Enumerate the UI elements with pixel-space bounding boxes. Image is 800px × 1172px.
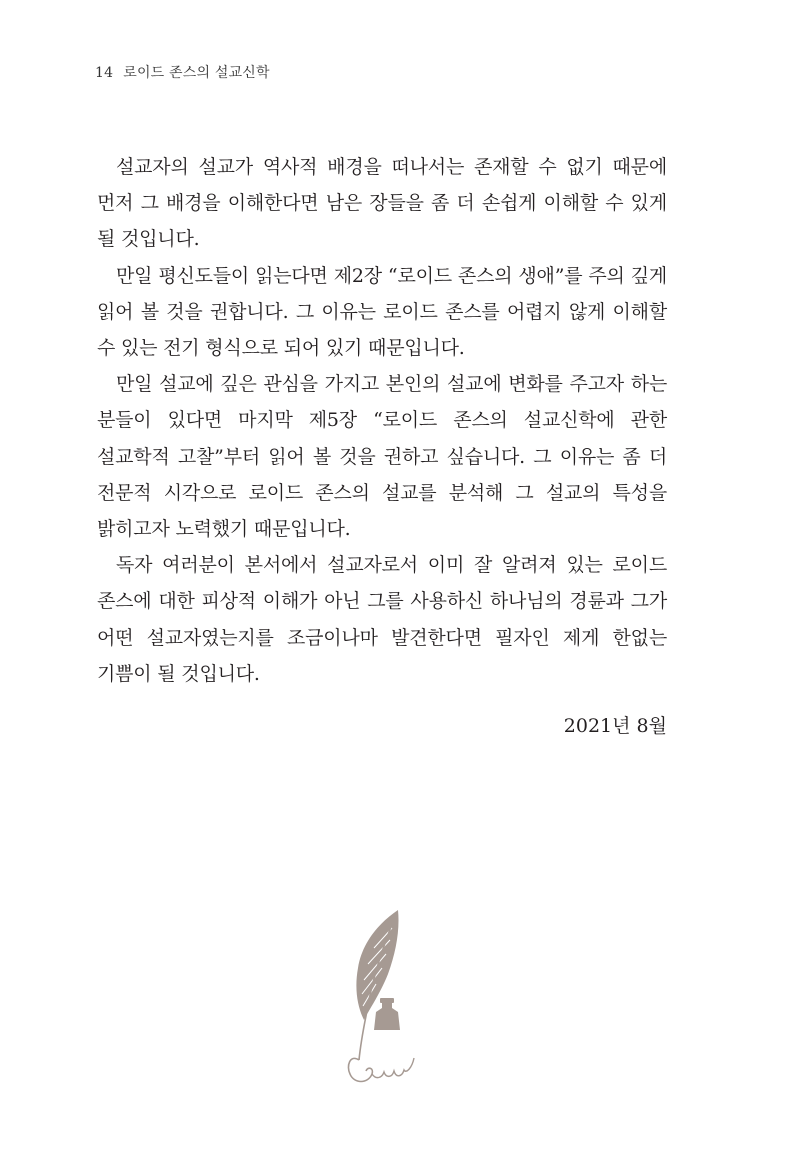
running-header — [95, 62, 270, 82]
body-text — [97, 149, 667, 692]
page-number: 14 — [95, 65, 114, 81]
paragraph-4: 독자 여러분이 본서에서 설교자로서 이미 잘 알려져 있는 로이드 존스에 대한 피상적 이해가 아닌 그를 사용하신 하나님의 경륜과 그가 어떤 설교자였는지를 조금이나마 발견한다면 필자인 제게 한없는 기쁨이 될 것입니다. — [97, 554, 667, 685]
paragraph-3: 만일 설교에 깊은 관심을 가지고 본인의 설교에 변화를 주고자 하는 분들이 있다면 마지막 제5장 “로이드 존스의 설교신학에 관한 설교학적 고찰”부터 읽어 볼 것을 권하고 싶습니다. 그 이유는 좀 더 전문적 시각으로 로이드 존스의 설교를 분석해 그 설교의 특성을 밝히고자 노력했기 때문입니다. — [97, 373, 667, 541]
quill-and-inkwell-icon — [340, 908, 430, 1093]
running-title: 로이드 존스의 설교신학 — [123, 65, 270, 81]
preface-date: 2021년 8월 — [563, 715, 667, 737]
paragraph-1: 설교자의 설교가 역사적 배경을 떠나서는 존재할 수 없기 때문에 먼저 그 배경을 이해한다면 남은 장들을 좀 더 손쉽게 이해할 수 있게 될 것입니다. — [97, 156, 667, 251]
paragraph-2: 만일 평신도들이 읽는다면 제2장 “로이드 존스의 생애”를 주의 깊게 읽어 볼 것을 권합니다. 그 이유는 로이드 존스를 어렵지 않게 이해할 수 있는 전기 형식으로 되어 있기 때문입니다. — [97, 264, 667, 360]
